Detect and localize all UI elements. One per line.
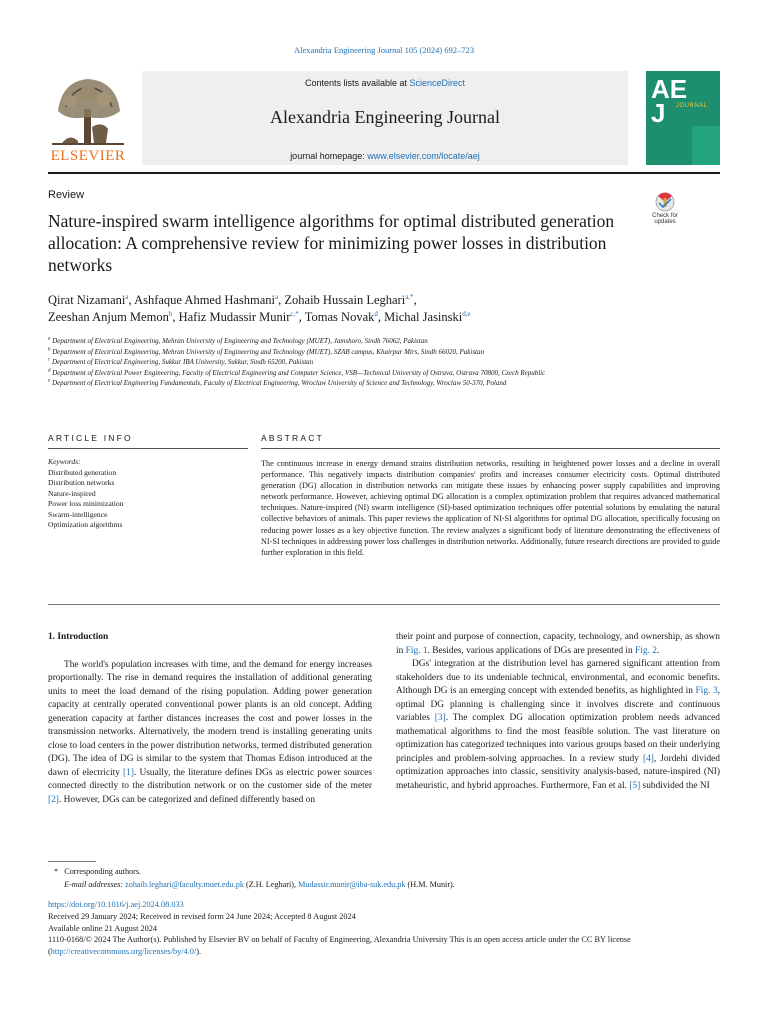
affiliation-item: $^a$ Department of Electrical Engineering, Mehran University of Engineering and Technology (MUET), Jamshoro, Sindh 76062, Pakistan: [48, 336, 428, 345]
online-date: Available online 21 August 2024: [48, 923, 158, 933]
journal-cover-thumbnail[interactable]: [646, 71, 720, 165]
masthead: [48, 71, 720, 169]
sciencedirect-link[interactable]: ScienceDirect: [409, 78, 466, 88]
keywords-block: [48, 457, 248, 531]
author-name[interactable]: Michal Jasinski: [384, 310, 463, 324]
article-info-rule: [48, 448, 248, 449]
check-for-updates-badge[interactable]: [647, 192, 683, 232]
author-name[interactable]: Hafiz Mudassir Munir: [178, 310, 291, 324]
author-affil-marker[interactable]: a,*: [405, 292, 414, 301]
keyword-item: Nature-inspired: [48, 488, 96, 498]
journal-homepage-link[interactable]: www.elsevier.com/locate/aej: [367, 151, 480, 161]
affiliation-item: $^c$ Department of Electrical Engineering, Sukkur IBA University, Sukkur, Sindh 65200, Pakistan: [48, 357, 314, 366]
citation-link[interactable]: [3]: [434, 713, 446, 723]
tree-icon: [48, 71, 128, 151]
author-affil-marker[interactable]: c,*: [290, 309, 299, 318]
license-link[interactable]: http://creativecommons.org/licenses/by/4.0/: [50, 947, 197, 957]
body-paragraph: DGs' integration at the distribution level has garnered significant attention from stakeholders due to its undeniable technical, environmental, and economic benefits. Although DG is an emerging concept with extended benefits, as highlighted in Fig. 3, optimal DG planning is challenging since it involves discrete and continuous variables [3]. The complex DG allocation optimization problem needs advanced mathematical algorithms to find the most feasible solution. The vast literature on optimization has categorized techniques into various groups based on their underlying principles and problem-solving approaches. In a review study [4], Jordehi divided optimization approaches into classic, sensitivity analysis-based, nature-inspired (NI) metaheuristic, and hybrid approaches. Furthermore, Fan et al. [5] subdivided the NI: [396, 659, 720, 791]
elsevier-wordmark: ELSEVIER: [50, 148, 126, 164]
author-list: Qirat Nizamani$^a$, Ashfaque Ahmed Hashmani$^a$, Zohaib Hussain Leghari$^{a,*}$, Zeeshan Anjum Memon$^b$, Hafiz Mudassir Munir$^{c,*}$, Tomas Novak$^d$, Michal Jasinski$^{d,e}$: [48, 292, 471, 324]
cover-journal-label: JOURNAL: [676, 103, 708, 109]
cover-letters: AE J: [651, 74, 688, 128]
elsevier-tree-logo[interactable]: [48, 71, 128, 169]
body-column-right: [396, 631, 720, 793]
body-paragraph: The world's population increases with time, and the demand for energy increases proportionally. The rise in demand requires the installation of additional generating units to meet the load demand of the rising population. Adding power generation capacity at centrally operated conventional power plants is an old concept. Adding generation capacity at farther distances increases the cost and power losses in the transmission networks. Alternatively, the modern trend is installing generating units close to load centers in the power distribution networks, termed distributed generation (DG). The idea of DG is similar to the system that Thomas Edison introduced at the dawn of electricity [1]. Usually, the literature defines DGs as electric power sources connected directly to the distribution network or on the customer side of the meter [2]. However, DGs can be categorized and defined differently based on: [48, 659, 372, 805]
body-column-left: [48, 631, 372, 807]
license-text: 1110-0168/© 2024 The Author(s). Published by Elsevier BV on behalf of Faculty of Engineering, Alexandria University This is an open access article under the CC BY license (http://creativecommons.org/licenses/by/4.0/).: [48, 935, 631, 957]
affiliation-item: $^e$ Department of Electrical Engineering Fundamentals, Faculty of Electrical Engineering, Wroclaw University of Science and Technology, Wroclaw 50-370, Poland: [48, 378, 507, 387]
citation-link[interactable]: [1]: [123, 767, 134, 778]
author-affil-marker[interactable]: a: [125, 292, 129, 301]
email-link[interactable]: Mudassir.munir@iba-suk.edu.pk: [298, 879, 406, 889]
keyword-item: Swarm-intelligence: [48, 509, 108, 519]
abstract-rule: [261, 448, 720, 449]
figure-link[interactable]: Fig. 2: [635, 645, 657, 656]
article-type: Review: [48, 189, 85, 201]
keyword-item: Distribution networks: [48, 478, 115, 487]
author-name[interactable]: Tomas Novak: [304, 310, 375, 324]
publication-info: [48, 899, 720, 958]
article-info-heading: ARTICLE INFO: [48, 433, 133, 443]
doi-link[interactable]: https://doi.org/10.1016/j.aej.2024.08.033: [48, 900, 184, 909]
author-name[interactable]: Zohaib Hussain Leghari: [284, 293, 406, 307]
keyword-item: Power loss minimization: [48, 499, 124, 508]
figure-link[interactable]: Fig. 1: [405, 645, 428, 656]
author-affil-marker[interactable]: b: [168, 309, 173, 318]
author-name[interactable]: Zeeshan Anjum Memon: [48, 310, 169, 324]
corresponding-note: * Corresponding authors.: [54, 867, 142, 876]
masthead-center-panel: [142, 71, 628, 165]
journal-reference[interactable]: Alexandria Engineering Journal 105 (2024) 692–723: [293, 45, 475, 55]
author-affil-marker[interactable]: d: [374, 309, 378, 318]
email-link[interactable]: zohaib.leghari@faculty.muet.edu.pk: [125, 879, 244, 889]
footnotes: [48, 866, 720, 892]
body-paragraph: their point and purpose of connection, capacity, technology, and ownership, as shown in Fig. 1. Besides, various applications of DGs are presented in Fig. 2.: [396, 632, 720, 656]
abstract-end-rule: [48, 604, 720, 605]
author-affil-marker[interactable]: a: [275, 292, 279, 301]
crossmark-icon: [647, 192, 683, 214]
received-dates: Received 29 January 2024; Received in revised form 24 June 2024; Accepted 8 August 2024: [48, 911, 356, 921]
citation-link[interactable]: [2]: [48, 794, 59, 805]
affiliation-item: $^d$ Department of Electrical Power Engineering, Faculty of Electrical Engineering and Computer Science, VSB—Technical University of Ostrava, Ostrava 70800, Czech Republic: [48, 368, 546, 377]
article-title: Nature-inspired swarm intelligence algorithms for optimal distributed generation allocation: A comprehensive review for minimizing power losses in distribution networks: [48, 211, 615, 275]
author-name[interactable]: Qirat Nizamani: [48, 293, 126, 307]
keyword-item: Optimization algorithms: [48, 520, 123, 529]
author-name[interactable]: Ashfaque Ahmed Hashmani: [134, 293, 276, 307]
affiliation-item: $^b$ Department of Electrical Engineering, Mehran University of Engineering and Technology (MUET), SZAB campus, Khairpur Mirs, Sindh 66020, Pakistan: [48, 347, 484, 356]
homepage-line: [142, 151, 628, 161]
contents-line: [142, 78, 628, 88]
contents-prefix: Contents lists available at: [304, 78, 410, 88]
figure-link[interactable]: Fig. 3: [695, 686, 718, 696]
keyword-item: Distributed generation: [48, 467, 117, 477]
cover-stripe: [692, 126, 720, 165]
citation-link[interactable]: [5]: [629, 780, 641, 791]
section-heading-introduction: 1. Introduction: [48, 632, 109, 642]
abstract-text: The continuous increase in energy demand strains distribution networks, resulting in heightened power losses and a decline in overall performance. This negatively impacts distribution companies' profits and increases consumer electricity costs. Optimal distributed generation (DG) allocation in distribution networks can mitigate these issues by enhancing power supply capabilities and improving network performance. However, achieving optimal DG allocation is a complex optimization problem that requires advanced mathematical techniques. Nature-inspired (NI) swarm intelligence (SI)-based optimization techniques offer potential solutions by emulating the natural collective behaviors of animals. This paper reviews the application of NI-SI algorithms for optimal DG allocation, specifically focusing on reducing power losses as a key objective function. The review analyzes a significant body of literature demonstrating the effectiveness of NI-SI techniques in addressing power loss challenges in distribution networks. Additionally, future research directions are provided to guide further exploration in this field.: [261, 459, 720, 557]
masthead-rule: [48, 172, 720, 174]
abstract-heading: ABSTRACT: [261, 433, 324, 443]
homepage-prefix: journal homepage:: [290, 151, 368, 161]
keywords-label: Keywords:: [48, 457, 81, 466]
journal-name: Alexandria Engineering Journal: [270, 107, 500, 127]
crossmark-label: Check for updates: [652, 213, 678, 225]
footnote-rule: [48, 861, 96, 862]
affiliation-list: [48, 336, 644, 389]
author-affil-marker[interactable]: d,e: [462, 309, 471, 318]
email-note: E-mail addresses: zohaib.leghari@faculty.muet.edu.pk (Z.H. Leghari), Mudassir.munir@iba-suk.edu.pk (H.M. Munir).: [64, 879, 455, 889]
citation-link[interactable]: [4]: [642, 753, 654, 764]
